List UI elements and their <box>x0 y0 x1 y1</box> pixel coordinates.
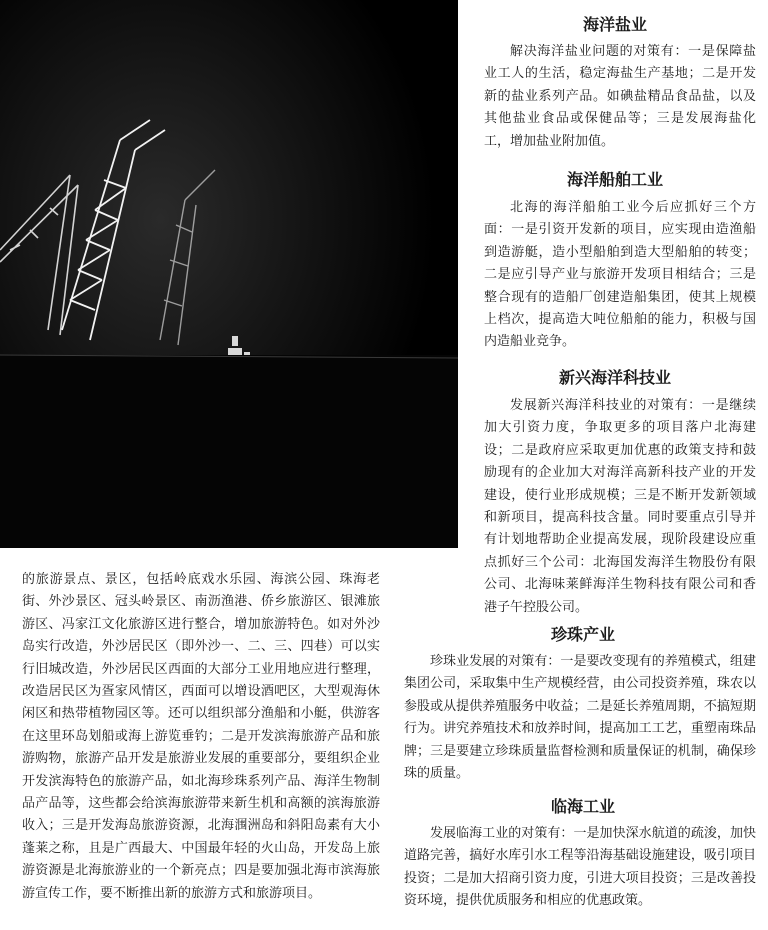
section-heading-marine-tech: 新兴海洋科技业 <box>558 368 671 387</box>
tourism-continuation-text: 的旅游景点、景区，包括岭底戏水乐园、海滨公园、珠海老街、外沙景区、冠头岭景区、南沥渔港、侨乡旅游区、银滩旅游区、冯家江文化旅游区进行整合，增加旅游特色。如对外沙岛实行改造，外沙居民区（即外沙一、二、三、四巷）可以实行旧城改造，外沙居民区西面的大部分工业用地应进行整理，改造居民区为疍家风情区，西面可以增设酒吧区，大型观海休闲区和热带植物园区等。还可以组织部分渔船和小艇，供游客在这里环岛划船或海上游览垂钓；二是开发滨海旅游产品和旅游购物，旅游产品开发是旅游业发展的重要部分，要组织企业开发滨海特色的旅游产品，如北海珍珠系列产品、海洋生物制品产品等，这些都会给滨海旅游带来新生机和高额的滨海旅游收入；三是开发海岛旅游资源，北海涠洲岛和斜阳岛素有大小蓬莱之称，且是广西最大、中国最年轻的火山岛，开发岛上旅游资源是北海旅游业的一个新亮点；四是要加强北海市滨海旅游宣传工作，要不断推出新的旅游方式和旅游项目。 <box>22 572 380 901</box>
crane-silhouette-image <box>0 0 458 548</box>
section-body-sea-salt: 解决海洋盐业问题的对策有：一是保障盐业工人的生活，稳定海盐生产基地；二是开发新的盐业系列产品。如碘盐精品食品盐，以及其他盐业食品或保健品等；三是发展海盐化工，增加盐业附加值。 <box>484 44 756 149</box>
section-body-shipbuilding: 北海的海洋船舶工业今后应抓好三个方面：一是引资开发新的项目，应实现由造渔船到造游艇，造小型船舶到造大型船舶的转变；二是应引导产业与旅游开发项目相结合；三是整合现有的造船厂创建造船集团，使其上规模上档次，提高造大吨位船舶的能力，积极与国内造船业竞争。 <box>484 200 756 350</box>
section-heading-sea-salt: 海洋盐业 <box>582 15 647 34</box>
section-body-marine-tech: 发展新兴海洋科技业的对策有：一是继续加大引资力度，争取更多的项目落户北海建设；二是政府应采取更加优惠的政策支持和鼓励现有的企业加大对海洋高新科技产业的开发建设，使行业形成规模；三是不断开发新领域和新项目，提高科技含量。同时要重点引导并有计划地帮助企业提高发展，现阶段建设应重点抓好三个公司：北海国发海洋生物股份有限公司、北海味莱鲜海洋生物科技有限公司和香港子午控股公司。 <box>484 398 756 615</box>
section-heading-pearl: 珍珠产业 <box>550 625 615 644</box>
section-heading-coastal-industry: 临海工业 <box>550 797 615 816</box>
section-body-coastal-industry: 发展临海工业的对策有：一是加快深水航道的疏浚，加快道路完善，搞好水库引水工程等沿海基础设施建设，吸引项目投资；二是加大招商引资力度，引进大项目投资；三是改善投资环境，提供优质服务和相应的优惠政策。 <box>404 826 756 909</box>
section-heading-shipbuilding: 海洋船舶工业 <box>566 170 663 189</box>
night-port-photo <box>0 0 458 548</box>
section-body-pearl: 珍珠业发展的对策有：一是要改变现有的养殖模式，组建集团公司，采取集中生产规模经营，由公司投资养殖，珠农以参股或从提供养殖服务中收益；二是延长养殖周期，不搞短期行为。讲究养殖技术和放养时间，提高加工工艺，重塑南珠品牌；三是要建立珍珠质量监督检测和质量保证的机制，确保珍珠的质量。 <box>404 654 756 782</box>
